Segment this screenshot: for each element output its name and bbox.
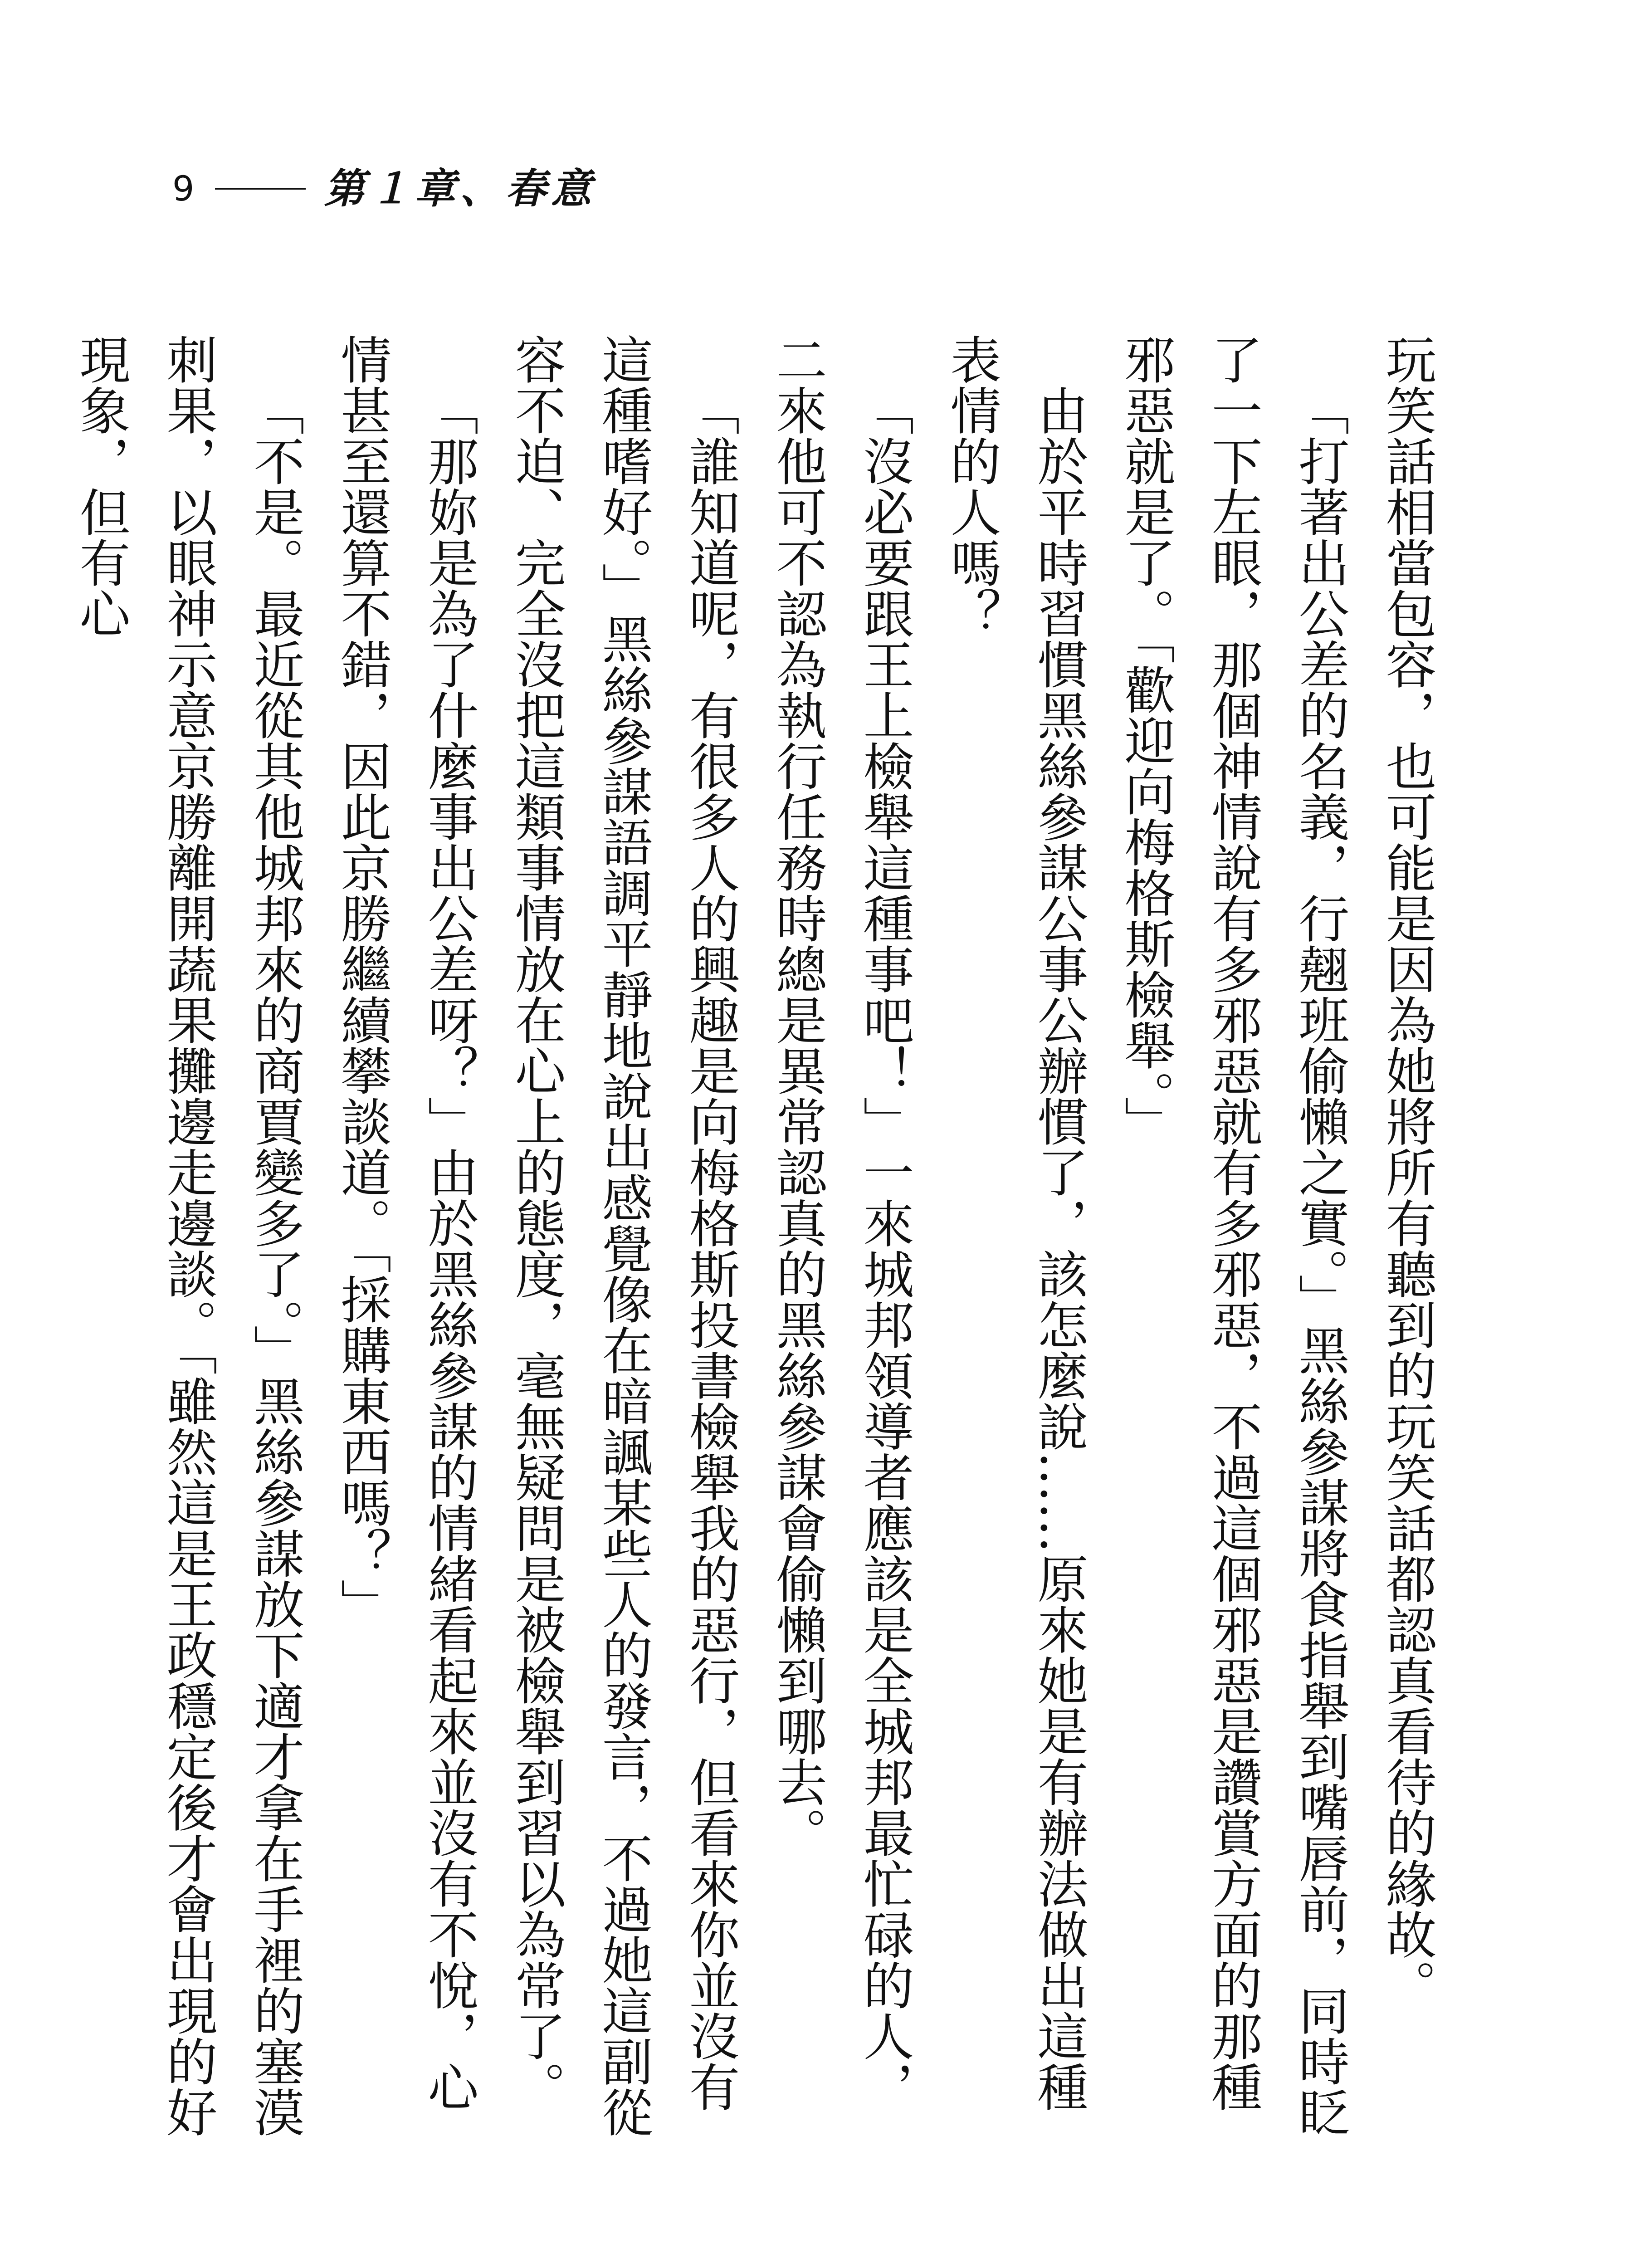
body-text [71,334,1450,2148]
paragraph: 「打著出公差的名義，行翹班偷懶之實。」黑絲參謀將食指舉到嘴唇前，同時眨了一下左眼，那個神情說有多邪惡就有多邪惡，不過這個邪惡是讚賞方面的那種邪惡就是了。「歡迎向梅格斯檢舉。」 [1116,334,1349,2137]
paragraph: 「誰知道呢，有很多人的興趣是向梅格斯投書檢舉我的惡行，但看來你並沒有這種嗜好。」黑絲參謀語調平靜地說出感覺像在暗諷某些人的發言，不過她這副從容不迫、完全沒把這類事情放在心上的態度，毫無疑問是被檢舉到習以為常了。 [507,334,740,2137]
chapter-title: 第１章、春意 [324,165,596,213]
paragraph: 「不是。最近從其他城邦來的商賈變多了。」黑絲參謀放下適才拿在手裡的塞漠刺果，以眼神示意京勝離開蔬果攤邊走邊談。「雖然這是王政穩定後才會出現的好現象，但有心 [71,334,304,2137]
page-header [172,161,596,216]
paragraph: 玩笑話相當包容，也可能是因為她將所有聽到的玩笑話都認真看待的緣故。 [1377,334,1436,2010]
paragraph: 「沒必要跟王上檢舉這種事吧！」一來城邦領導者應該是全城邦最忙碌的人，二來他可不認為執行任務時總是異常認真的黑絲參謀會偷懶到哪去。 [768,334,914,2112]
paragraph: 「那妳是為了什麼事出公差呀？」由於黑絲參謀的情緒看起來並沒有不悅，心情甚至還算不錯，因此京勝繼續攀談道。「採購東西嗎？」 [332,334,478,2112]
page-number: 9 [172,168,195,209]
paragraph: 由於平時習慣黑絲參謀公事公辦慣了，該怎麼說……原來她是有辦法做出這種表情的人嗎？ [942,334,1088,2112]
header-divider [215,188,306,190]
